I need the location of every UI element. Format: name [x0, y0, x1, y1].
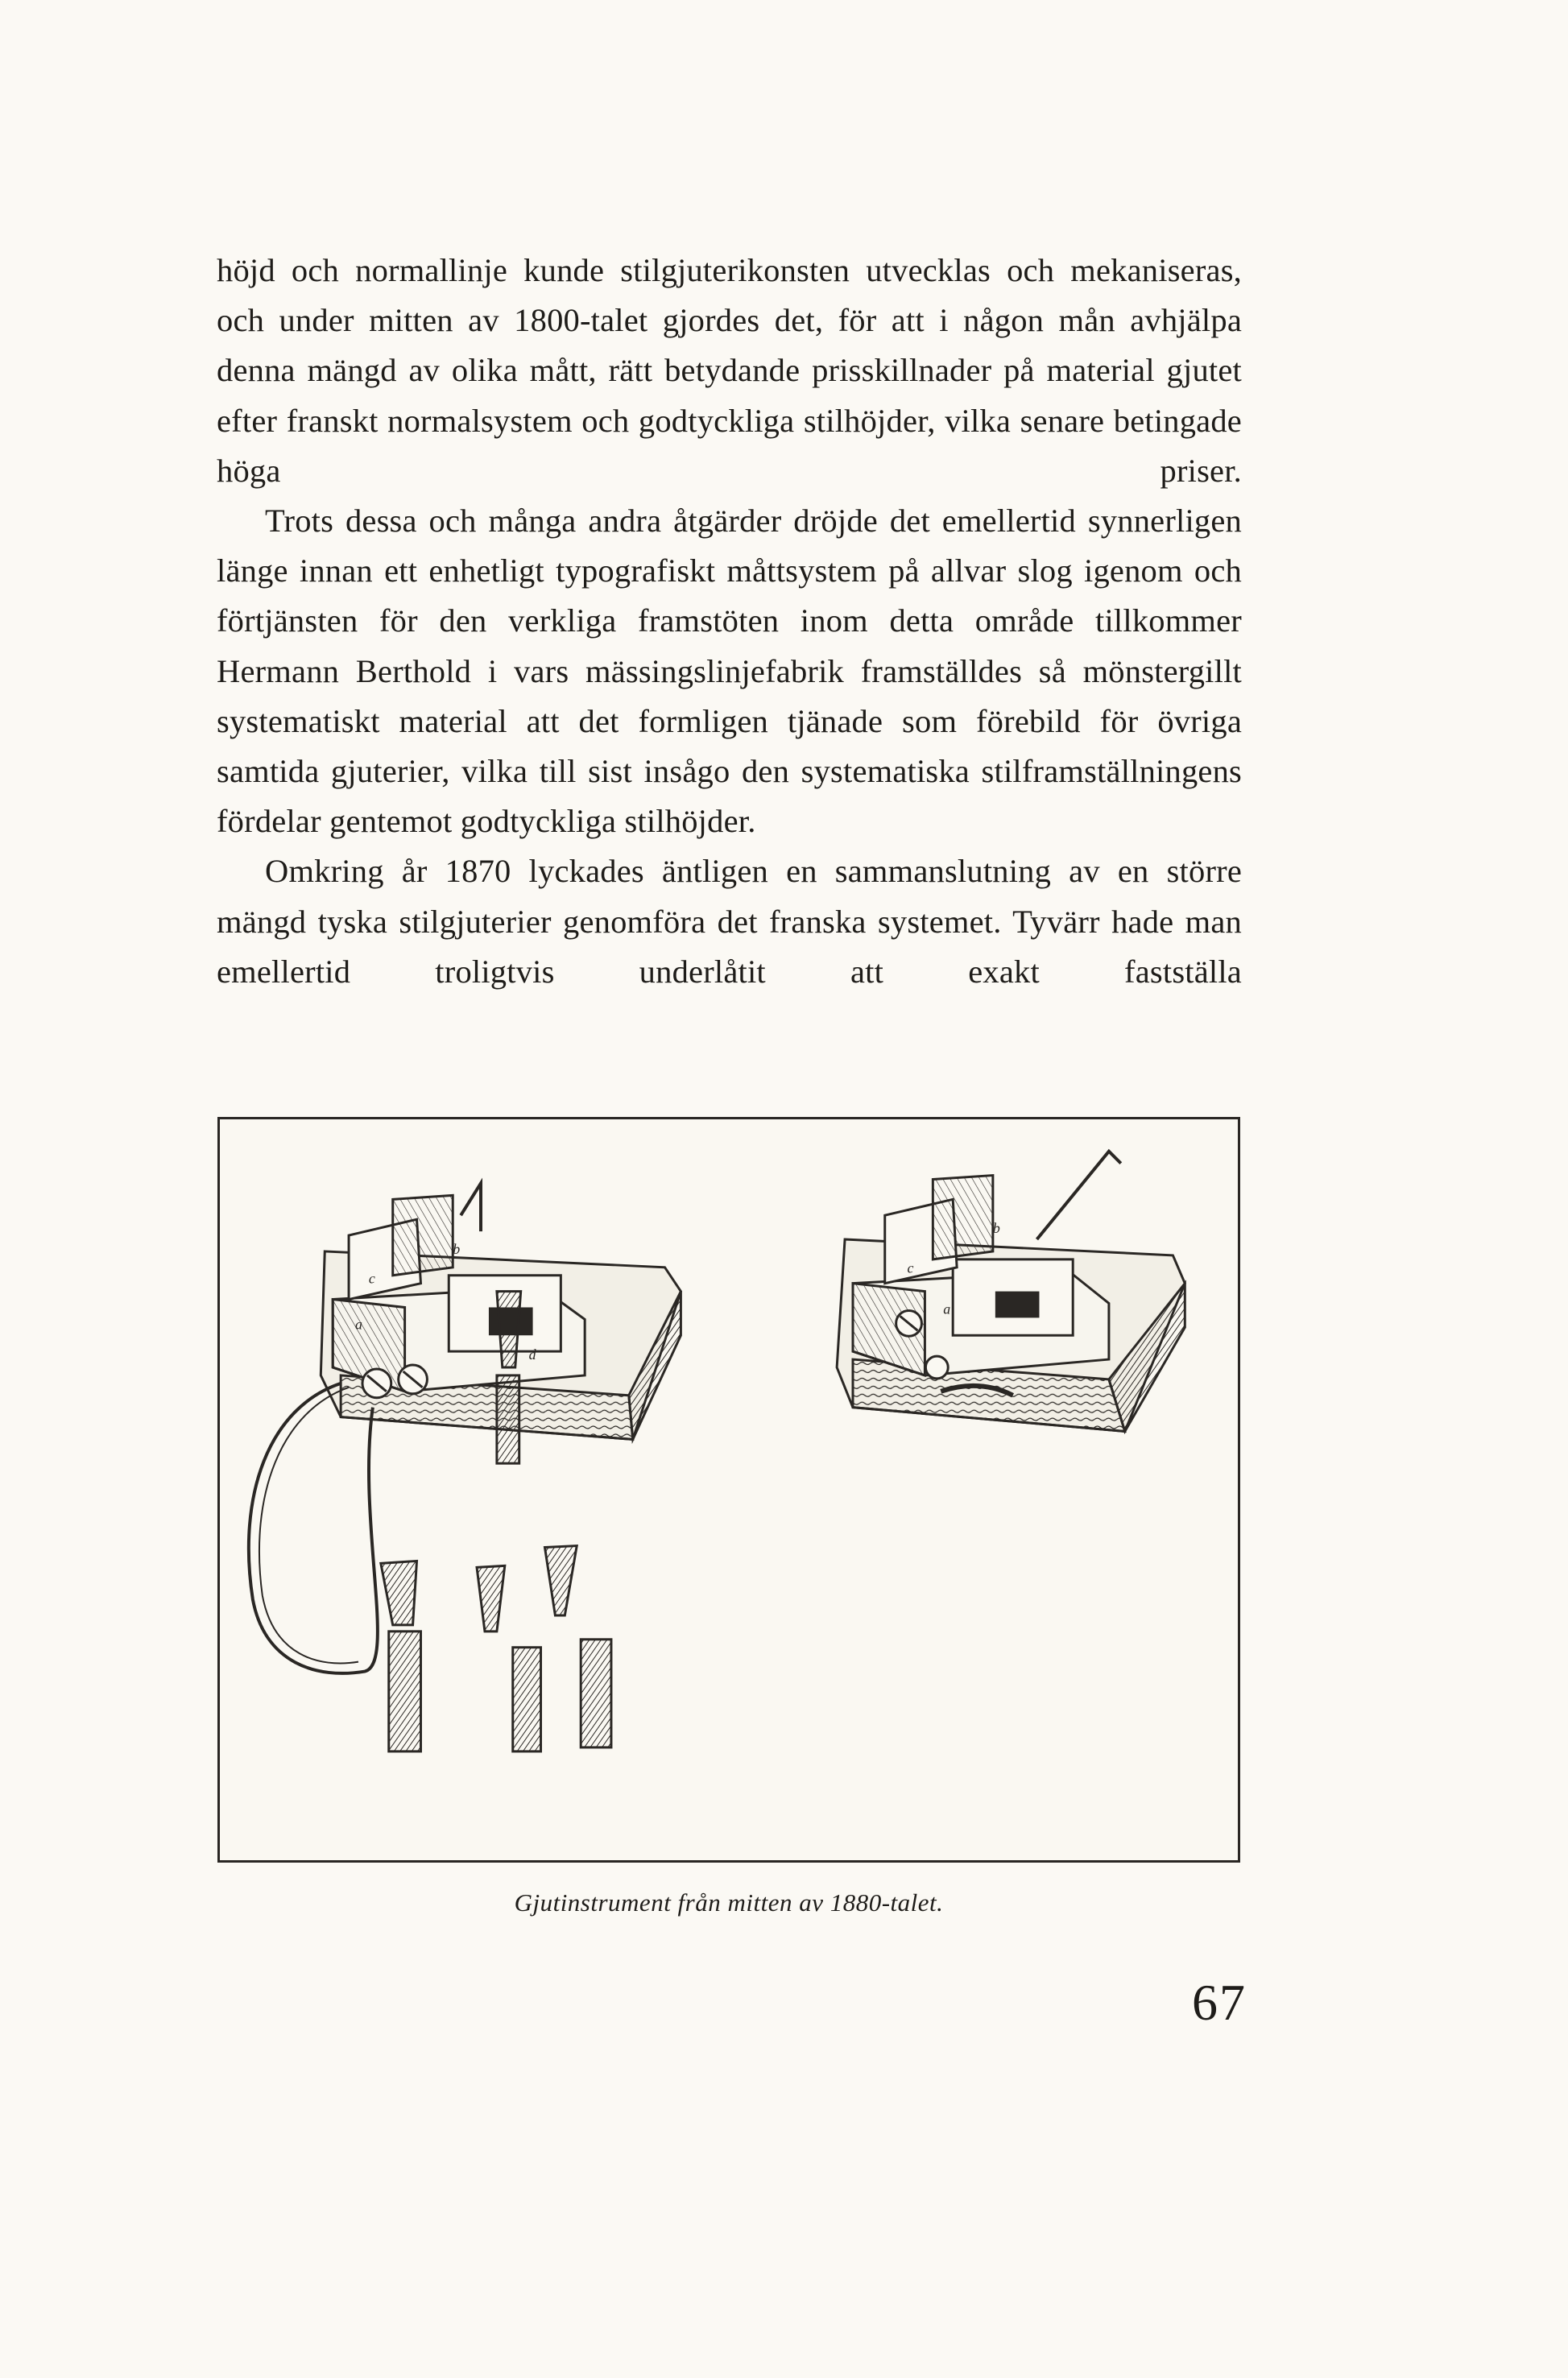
label-b-left: b: [453, 1240, 461, 1257]
paragraph-2: Trots dessa och många andra åtgärder dröjde det emellertid synnerligen länge innan ett enhetligt typografiskt måttsystem på allvar slog igenom och förtjänsten för den verkliga framstöten inom detta område tillkommer Hermann Berthold i vars mässingslinjefabrik framställdes så mönstergillt systematiskt material att det formligen tjänade som förebild för övriga samtida gjuterier, vilka till sist insågo den systematiska stilframställningens fördelar gentemot godtyckliga stilhöjder.: [217, 502, 1242, 840]
label-c-right: c: [907, 1259, 914, 1276]
label-a-right: a: [943, 1301, 951, 1317]
paragraph-1: höjd och normallinje kunde stilgjuterikonsten utvecklas och mekaniseras, och under mitten av 1800-talet gjordes det, för att i någon mån avhjälpa denna mängd av olika mått, rätt betydande prisskillnader på material gjutet efter franskt normalsystem och godtyckliga stilhöjder, vilka senare betingade höga priser.: [217, 252, 1242, 489]
label-b-right: b: [992, 1220, 1000, 1237]
label-c-left: c: [368, 1270, 375, 1287]
illustration-drawing: [220, 1119, 1238, 1860]
label-a-left: a: [355, 1316, 362, 1333]
body-text: [217, 246, 1242, 997]
page-number: 67: [1192, 1974, 1247, 2031]
left-instrument: [249, 1183, 681, 1673]
label-d: d: [528, 1346, 536, 1363]
paragraph-3: Omkring år 1870 lyckades äntligen en sammanslutning av en större mängd tyska stilgjuterier genomföra det franska systemet. Tyvärr hade man emellertid troligtvis underlåtit att exakt fastställa: [217, 853, 1242, 990]
figure-caption: Gjutinstrument från mitten av 1880-talet.: [514, 1888, 944, 1917]
right-instrument: [837, 1152, 1185, 1432]
type-pieces-row: [381, 1546, 611, 1751]
casting-instrument-illustration: [217, 1117, 1240, 1863]
